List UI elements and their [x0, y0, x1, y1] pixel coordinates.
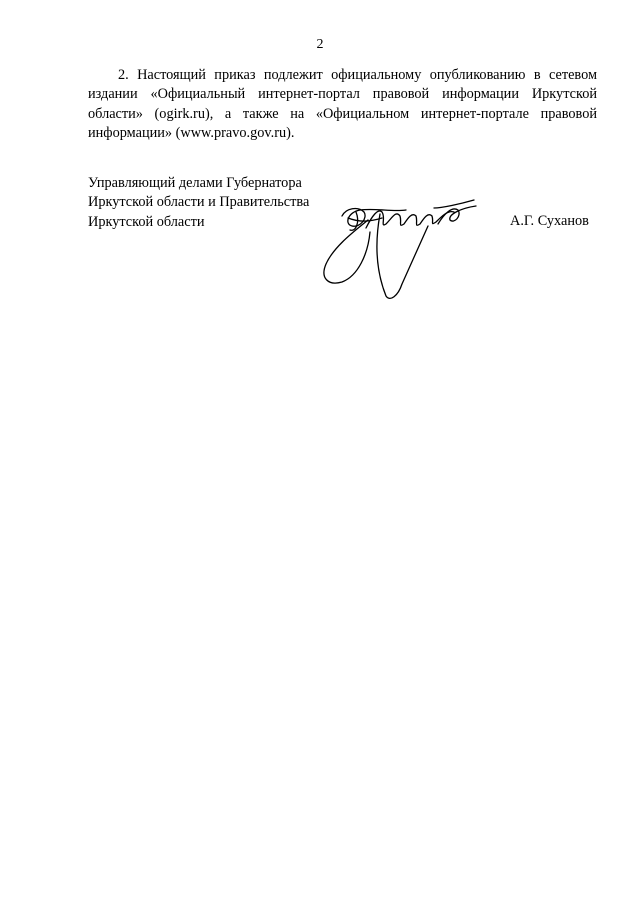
publication-paragraph: 2. Настоящий приказ подлежит официальному опубликованию в сетевом издании «Официальный интернет-портал правовой информации Иркутской области» (ogirk.ru), а также на «Официальном интернет-портале правовой информации» (www.pravo.gov.ru). [88, 67, 597, 141]
position-line: Управляющий делами Губернатора [88, 175, 302, 191]
signatory-name: А.Г. Суханов [510, 213, 589, 229]
handwritten-signature [316, 188, 491, 303]
position-line: Иркутской области и Правительства [88, 194, 310, 211]
position-line: Иркутской области [88, 213, 205, 230]
signatory-position [88, 174, 338, 232]
page-number: 2 [316, 37, 324, 52]
